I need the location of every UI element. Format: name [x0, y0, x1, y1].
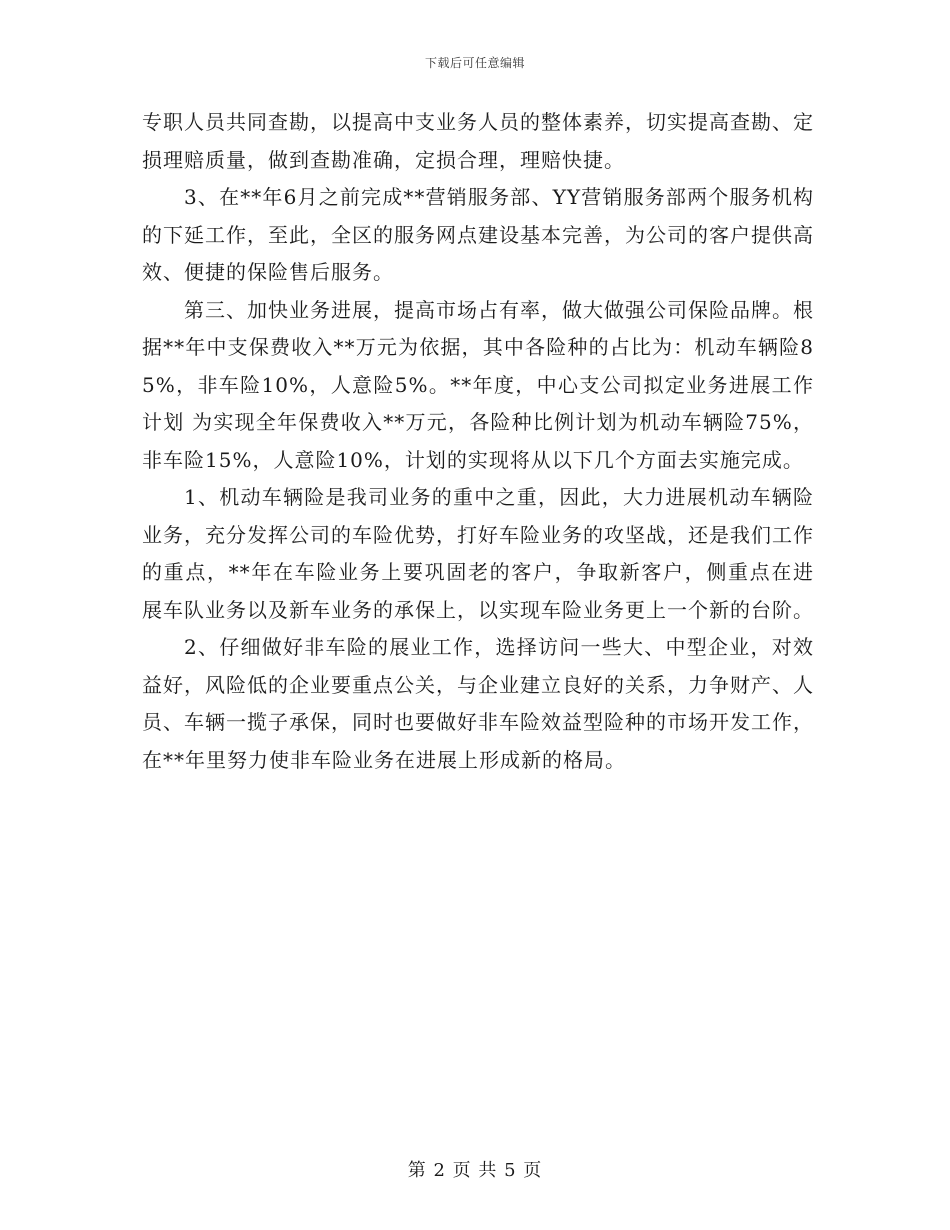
page-header-note: 下载后可任意编辑 [424, 56, 525, 70]
paragraph-non-motor-insurance: 2、仔细做好非车险的展业工作，选择访问一些大、中型企业，对效益好，风险低的企业要重点公关，与企业建立良好的关系，力争财产、人员、车辆一揽子承保，同时也要做好非车险效益型险种的市场开发工作，在**年里努力使非车险业务在进展上形成新的格局。 [142, 635, 814, 772]
page-number: 第 2 页 共 5 页 [407, 1160, 543, 1181]
paragraph-service-outlets: 3、在**年6月之前完成**营销服务部、YY营销服务部两个服务机构的下延工作，至此，全区的服务网点建设基本完善，为公司的客户提供高效、便捷的保险售后服务。 [142, 185, 814, 284]
paragraph-business-growth: 第三、加快业务进展，提高市场占有率，做大做强公司保险品牌。根据**年中支保费收入**万元为依据，其中各险种的占比为：机动车辆险85%，非车险10%，人意险5%。**年度，中心支公司拟定业务进展工作计划 为实现全年保费收入**万元，各险种比例计划为机动车辆险75%，非车险15%，人意险10%，计划的实现将从以下几个方面去实施完成。 [142, 297, 814, 472]
document-body [142, 104, 814, 779]
paragraph-motor-insurance: 1、机动车辆险是我司业务的重中之重，因此，大力进展机动车辆险业务，充分发挥公司的车险优势，打好车险业务的攻坚战，还是我们工作的重点，**年在车险业务上要巩固老的客户，争取新客户，侧重点在进展车队业务以及新车业务的承保上，以实现车险业务更上一个新的台阶。 [142, 485, 814, 622]
paragraph-continuation: 专职人员共同查勘，以提高中支业务人员的整体素养，切实提高查勘、定损理赔质量，做到查勘准确，定损合理，理赔快捷。 [142, 110, 814, 172]
